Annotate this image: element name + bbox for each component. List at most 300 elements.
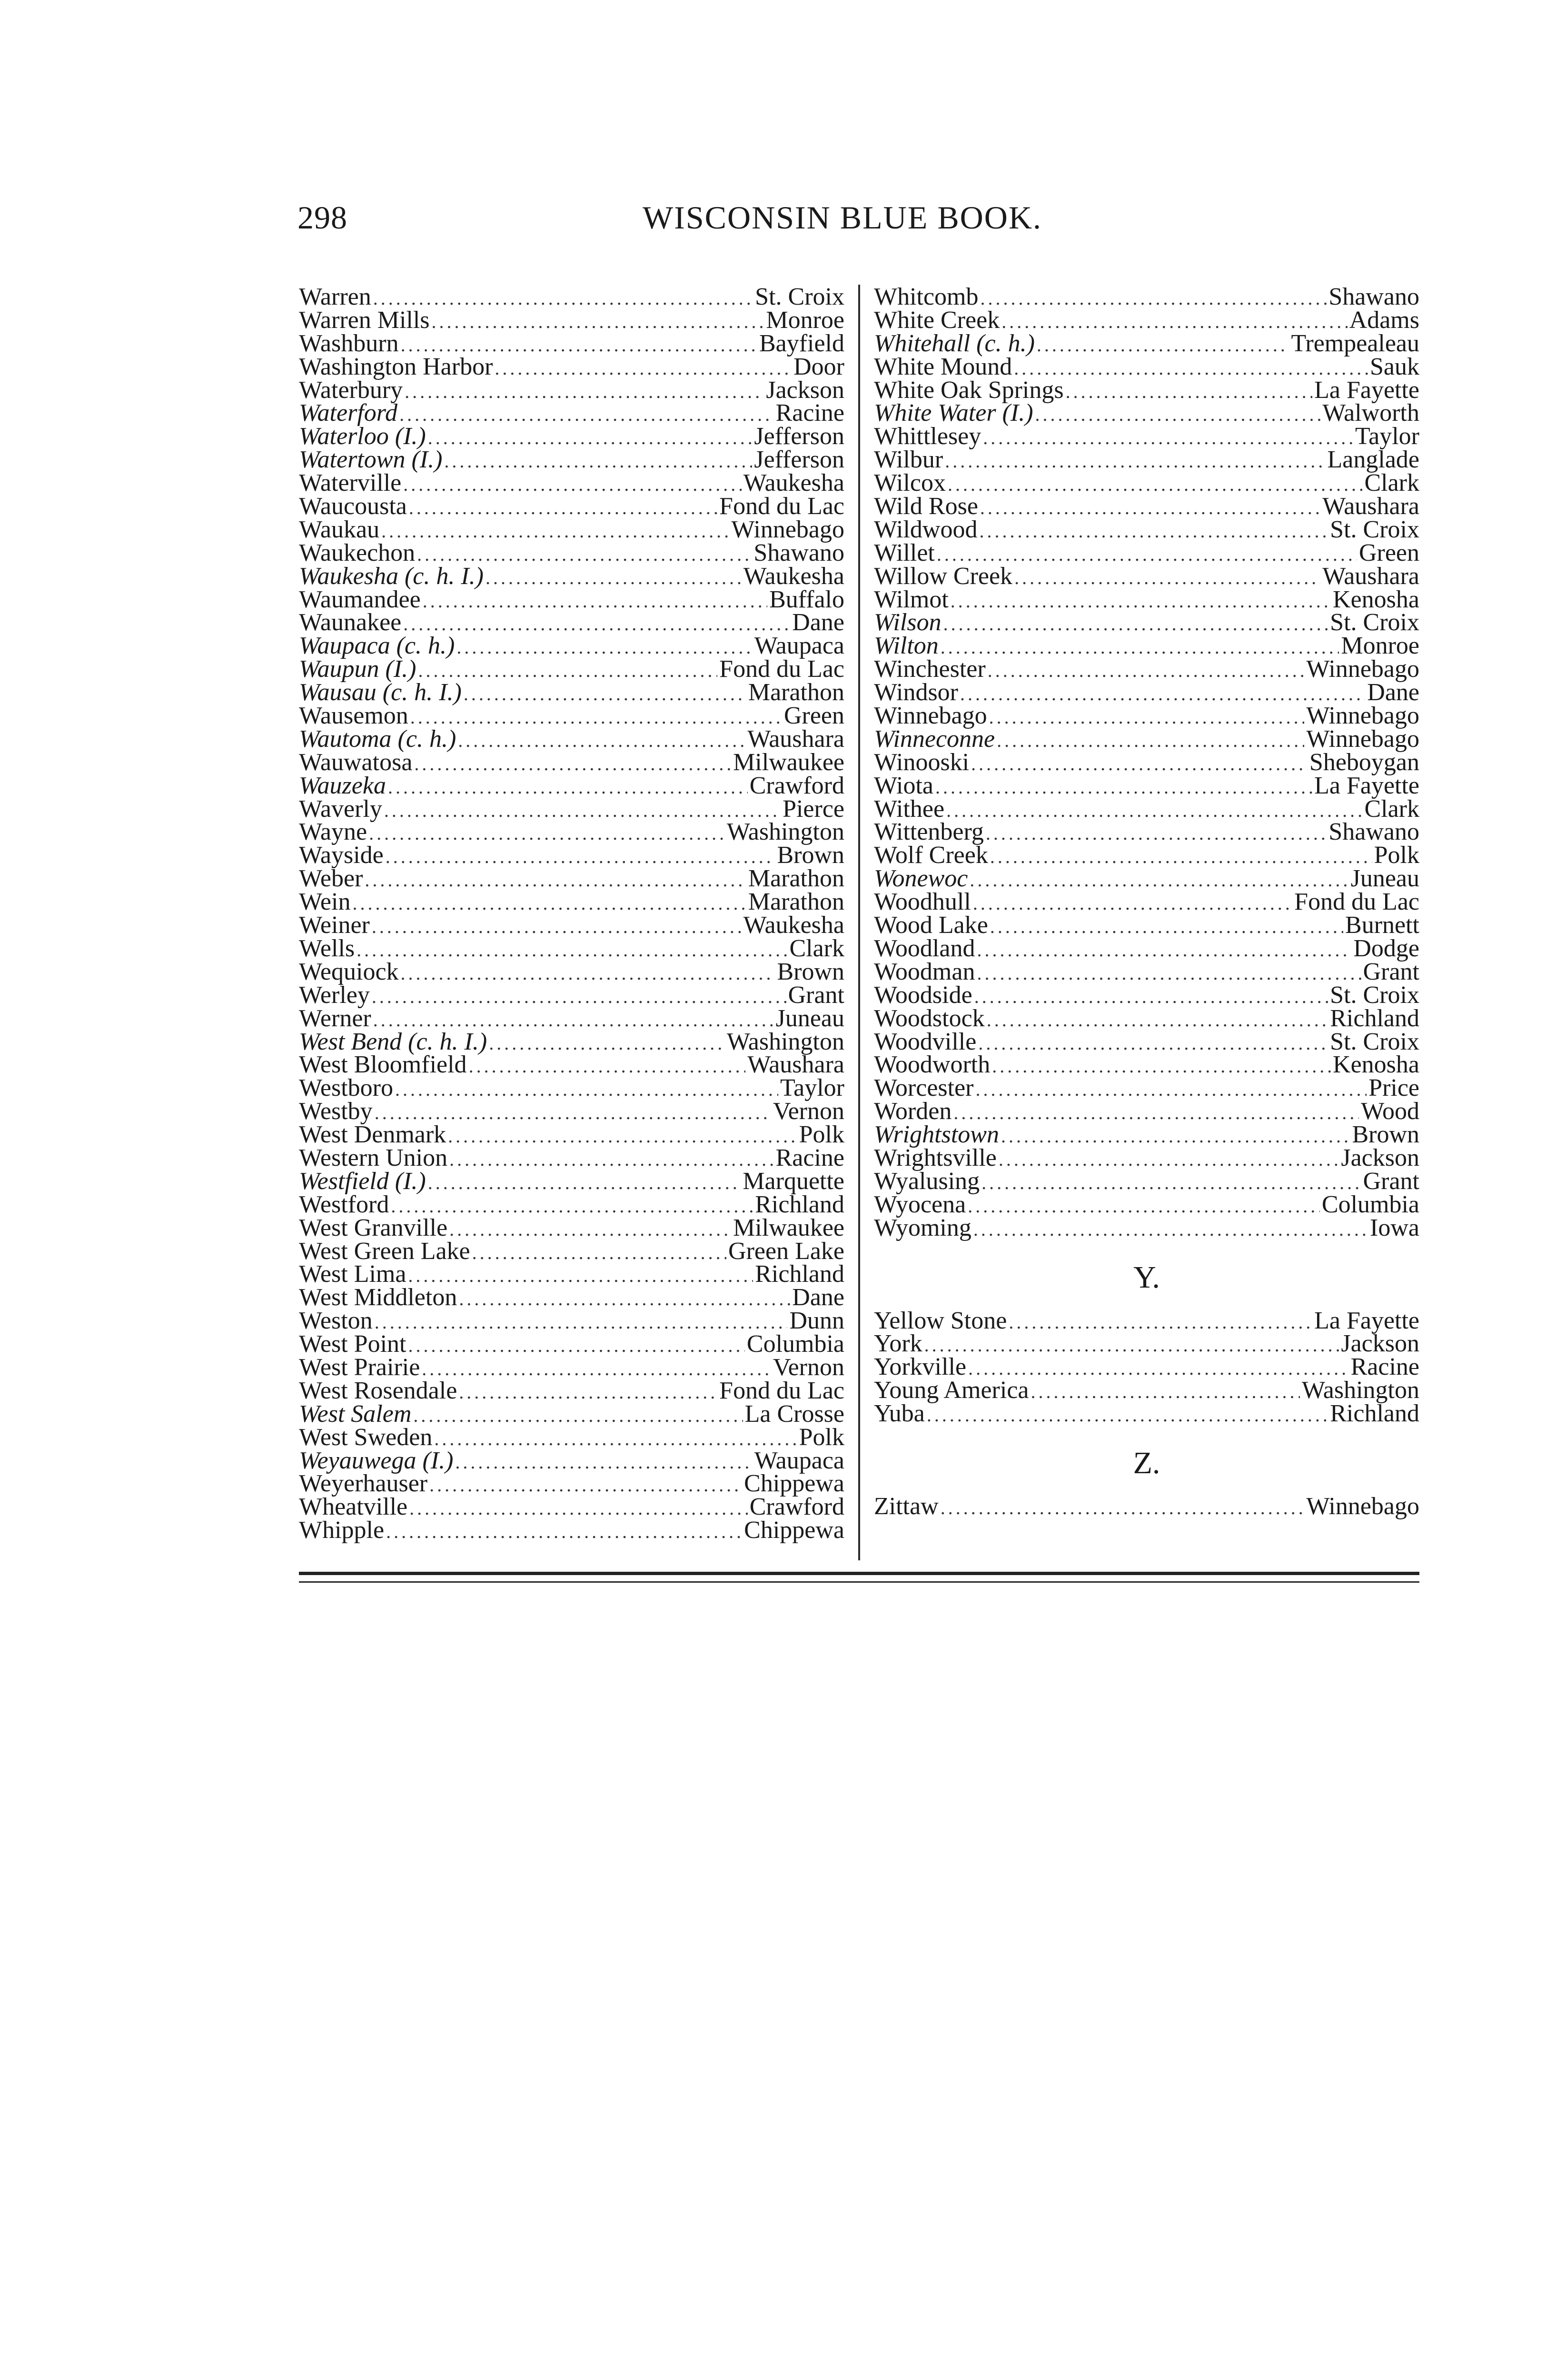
gazetteer-entry — [874, 704, 1419, 728]
place-name: White Mound — [874, 353, 1012, 380]
gazetteer-entry — [299, 934, 844, 962]
dot-leader — [975, 1078, 1367, 1101]
gazetteer-entry — [874, 795, 1419, 823]
county-name: Vernon — [773, 1353, 844, 1381]
dot-leader — [973, 1218, 1368, 1241]
county-name: Taylor — [1355, 423, 1419, 450]
dot-leader — [935, 776, 1312, 799]
dot-leader — [988, 659, 1305, 683]
gazetteer-entry — [299, 539, 844, 566]
dot-leader — [469, 1055, 746, 1078]
county-name: Winnebago — [1306, 725, 1419, 753]
dot-leader — [428, 426, 753, 450]
place-name: Wilton — [874, 632, 939, 660]
gazetteer-entry — [299, 469, 844, 497]
dot-leader — [365, 869, 746, 892]
place-name: Whitehall (c. h.) — [874, 329, 1035, 357]
place-name: Wittenberg — [874, 818, 984, 846]
place-name: Westfield (I.) — [299, 1167, 426, 1195]
gazetteer-entry — [874, 1214, 1419, 1241]
dot-leader — [472, 1241, 726, 1265]
place-name: Yorkville — [874, 1353, 967, 1381]
county-name: Jackson — [766, 376, 844, 404]
gazetteer-entry — [874, 562, 1419, 590]
place-name: Withee — [874, 795, 945, 823]
place-name: Wrightstown — [874, 1121, 999, 1149]
place-name: Worden — [874, 1098, 952, 1125]
county-name: Kenosha — [1333, 585, 1419, 613]
county-name: Clark — [1364, 469, 1419, 497]
gazetteer-entry — [874, 844, 1419, 867]
county-name: Winnebago — [1306, 655, 1419, 683]
place-name: Yuba — [874, 1400, 925, 1428]
dot-leader — [977, 939, 1351, 962]
gazetteer-entry — [299, 888, 844, 916]
place-name: Waterbury — [299, 376, 403, 404]
gazetteer-entry — [874, 469, 1419, 497]
county-name: Dane — [792, 1284, 844, 1311]
county-name: Winnebago — [1306, 1492, 1419, 1520]
dot-leader — [403, 613, 790, 636]
place-name: West Middleton — [299, 1284, 457, 1311]
place-name: Wolf Creek — [874, 842, 988, 869]
dot-leader — [978, 1032, 1328, 1055]
gazetteer-entry — [299, 1167, 844, 1195]
dot-leader — [945, 450, 1325, 473]
county-name: Grant — [1363, 958, 1419, 985]
dot-leader — [1031, 1380, 1299, 1404]
county-name: Clark — [1364, 795, 1419, 823]
gazetteer-entry — [299, 1379, 844, 1403]
county-name: St. Croix — [755, 283, 844, 310]
dot-leader — [399, 403, 774, 426]
place-name: Werley — [299, 981, 370, 1009]
place-name: Wautoma (c. h.) — [299, 725, 456, 753]
county-name: Clark — [789, 934, 844, 962]
place-name: West Bend (c. h. I.) — [299, 1028, 487, 1055]
gazetteer-entry — [874, 495, 1419, 518]
county-name: Trempealeau — [1291, 329, 1419, 357]
place-name: Wilmot — [874, 585, 949, 613]
gazetteer-entry — [299, 1123, 844, 1147]
gazetteer-entry — [874, 958, 1419, 985]
gazetteer-entry — [299, 1519, 844, 1542]
gazetteer-entry — [874, 934, 1419, 962]
gazetteer-entry — [874, 448, 1419, 472]
county-name: La Crosse — [744, 1400, 844, 1428]
gazetteer-entry — [874, 1028, 1419, 1055]
place-name: Winnebago — [874, 702, 987, 730]
dot-leader — [980, 496, 1320, 520]
place-name: Wonewoc — [874, 865, 968, 892]
county-name: Sheboygan — [1309, 748, 1419, 776]
place-name: Wood Lake — [874, 912, 988, 939]
section-z-entries — [874, 1492, 1419, 1520]
dot-leader — [395, 1078, 778, 1101]
dot-leader — [927, 1404, 1328, 1427]
dot-leader — [495, 357, 792, 380]
dot-leader — [449, 1148, 774, 1171]
gazetteer-entry — [299, 704, 844, 728]
dot-leader — [414, 753, 731, 776]
dot-leader — [418, 659, 718, 683]
place-name: York — [874, 1330, 922, 1358]
dot-leader — [953, 1101, 1359, 1125]
column-divider — [858, 285, 860, 1560]
place-name: Wyalusing — [874, 1167, 980, 1195]
place-name: Waumandee — [299, 585, 421, 613]
place-name: Winooski — [874, 748, 970, 776]
dot-leader — [386, 845, 775, 869]
place-name: Wayne — [299, 818, 367, 846]
gazetteer-entry — [299, 353, 844, 380]
county-name: Waukesha — [743, 912, 844, 939]
place-name: Werner — [299, 1004, 371, 1032]
gazetteer-entry — [299, 1493, 844, 1521]
gazetteer-entry — [874, 725, 1419, 753]
place-name: Wells — [299, 934, 355, 962]
place-name: Young America — [874, 1377, 1029, 1404]
gazetteer-entry — [874, 329, 1419, 357]
dot-leader — [999, 1148, 1339, 1171]
gazetteer-entry — [299, 1353, 844, 1381]
dot-leader — [458, 729, 745, 753]
dot-leader — [486, 566, 742, 590]
place-name: Wausemon — [299, 702, 408, 730]
dot-leader — [489, 1032, 725, 1055]
gazetteer-entry — [299, 283, 844, 310]
dot-leader — [977, 962, 1361, 985]
gazetteer-entry — [874, 1123, 1419, 1147]
place-name: Waupaca (c. h.) — [299, 632, 455, 660]
gazetteer-entry — [299, 1028, 844, 1055]
right-column — [874, 283, 1419, 1520]
gazetteer-entry — [299, 1330, 844, 1358]
county-name: Richland — [1330, 1004, 1419, 1032]
county-name: St. Croix — [1330, 516, 1419, 543]
gazetteer-entry — [299, 585, 844, 613]
dot-leader — [372, 985, 786, 1009]
dot-leader — [943, 613, 1328, 636]
dot-leader — [386, 1520, 742, 1544]
gazetteer-entry — [299, 914, 844, 937]
county-name: Waukesha — [743, 469, 844, 497]
county-name: Monroe — [1341, 632, 1419, 660]
county-name: Brown — [1352, 1121, 1419, 1149]
place-name: Wildwood — [874, 516, 978, 543]
place-name: Waterville — [299, 469, 402, 497]
place-name: Weyerhauser — [299, 1470, 428, 1497]
county-name: Racine — [775, 1144, 844, 1171]
place-name: West Rosendale — [299, 1377, 457, 1404]
dot-leader — [375, 1311, 788, 1334]
gazetteer-entry — [299, 867, 844, 891]
county-name: Richland — [1330, 1400, 1419, 1428]
dot-leader — [405, 380, 764, 404]
dot-leader — [381, 520, 729, 543]
dot-leader — [968, 1195, 1320, 1218]
dot-leader — [401, 962, 775, 985]
dot-leader — [974, 985, 1328, 1009]
place-name: Western Union — [299, 1144, 448, 1171]
county-name: Dodge — [1353, 934, 1419, 962]
dot-leader — [373, 287, 753, 310]
place-name: Waucousta — [299, 493, 407, 520]
dot-leader — [384, 799, 781, 823]
place-name: Warren Mills — [299, 306, 430, 334]
dot-leader — [971, 753, 1308, 776]
place-name: West Point — [299, 1330, 406, 1358]
dot-leader — [464, 683, 746, 706]
dot-leader — [455, 1451, 752, 1474]
dot-leader — [372, 915, 742, 939]
gazetteer-entry — [299, 376, 844, 404]
county-name: Grant — [1363, 1167, 1419, 1195]
county-name: Marquette — [743, 1167, 844, 1195]
county-name: Racine — [775, 399, 844, 427]
dot-leader — [413, 1404, 743, 1428]
place-name: Wein — [299, 888, 351, 916]
county-name: Shawano — [1328, 818, 1419, 846]
county-name: Richland — [755, 1190, 844, 1218]
place-name: Wayside — [299, 842, 384, 869]
county-name: Columbia — [1321, 1190, 1419, 1218]
gazetteer-entry — [874, 774, 1419, 798]
dot-leader — [1009, 1311, 1312, 1334]
dot-leader — [422, 1358, 771, 1381]
county-name: Waushara — [747, 1051, 844, 1079]
county-name: Burnett — [1345, 912, 1419, 939]
county-name: Jackson — [1341, 1144, 1419, 1171]
place-name: Wrightsville — [874, 1144, 997, 1171]
county-name: St. Croix — [1330, 609, 1419, 636]
place-name: White Creek — [874, 306, 1000, 334]
left-column — [299, 283, 844, 1544]
gazetteer-entry — [874, 632, 1419, 660]
gazetteer-entry — [874, 981, 1419, 1009]
county-name: Marathon — [748, 865, 844, 892]
county-name: Fond du Lac — [1294, 888, 1419, 916]
bottom-rule-thin — [299, 1581, 1419, 1583]
place-name: Winchester — [874, 655, 986, 683]
gazetteer-entry — [299, 518, 844, 542]
gazetteer-entry — [874, 1074, 1419, 1102]
gazetteer-entry — [299, 1286, 844, 1309]
county-name: Bayfield — [759, 329, 844, 357]
gazetteer-entry — [299, 1309, 844, 1333]
place-name: Waukechon — [299, 539, 416, 566]
place-name: West Lima — [299, 1260, 406, 1288]
county-name: Waushara — [747, 725, 844, 753]
county-name: Washington — [726, 1028, 844, 1055]
dot-leader — [981, 1171, 1361, 1195]
dot-leader — [946, 799, 1362, 823]
county-name: Waupaca — [754, 632, 844, 660]
gazetteer-entry — [299, 844, 844, 867]
place-name: Westboro — [299, 1074, 393, 1102]
gazetteer-entry — [874, 1492, 1419, 1520]
place-name: West Bloomfield — [299, 1051, 467, 1079]
dot-leader — [948, 473, 1362, 496]
dot-leader — [983, 426, 1353, 450]
place-name: Waunakee — [299, 609, 402, 636]
gazetteer-entry — [874, 1167, 1419, 1195]
dot-leader — [992, 1055, 1331, 1078]
place-name: Weyauwega (I.) — [299, 1447, 454, 1474]
gazetteer-entry — [874, 1053, 1419, 1077]
gazetteer-entry — [874, 655, 1419, 683]
county-name: Juneau — [1350, 865, 1419, 892]
county-name: Fond du Lac — [719, 1377, 844, 1404]
county-name: Milwaukee — [733, 748, 844, 776]
gazetteer-entry — [299, 818, 844, 846]
gazetteer-entry — [874, 399, 1419, 427]
county-name: Brown — [777, 958, 844, 985]
place-name: Wilbur — [874, 446, 943, 474]
county-name: Jefferson — [754, 423, 844, 450]
place-name: Weber — [299, 865, 363, 892]
dot-leader — [973, 892, 1292, 915]
gazetteer-entry — [874, 518, 1419, 542]
gazetteer-entry — [299, 725, 844, 753]
county-name: Waushara — [1322, 562, 1419, 590]
place-name: Washburn — [299, 329, 399, 357]
place-name: Westby — [299, 1098, 373, 1125]
dot-leader — [409, 1497, 748, 1520]
gazetteer-entry — [299, 748, 844, 776]
county-name: La Fayette — [1314, 1307, 1419, 1334]
place-name: Woodhull — [874, 888, 971, 916]
gazetteer-entry — [874, 1100, 1419, 1123]
dot-leader — [429, 1474, 742, 1497]
gazetteer-entry — [299, 1472, 844, 1496]
place-name: Wequiock — [299, 958, 399, 985]
gazetteer-entry — [874, 1309, 1419, 1333]
gazetteer-entry — [299, 562, 844, 590]
county-name: Crawford — [749, 1493, 844, 1521]
dot-leader — [456, 636, 752, 659]
county-name: Jefferson — [754, 446, 844, 474]
dot-leader — [941, 1497, 1305, 1520]
county-name: Monroe — [766, 306, 844, 334]
place-name: Waukesha (c. h. I.) — [299, 562, 484, 590]
place-name: Weston — [299, 1307, 373, 1335]
dot-leader — [408, 1264, 753, 1288]
place-name: Woodstock — [874, 1004, 985, 1032]
county-name: Jackson — [1341, 1330, 1419, 1358]
section-letter-z: Z. — [1133, 1445, 1160, 1480]
place-name: Wauwatosa — [299, 748, 413, 776]
county-name: Grant — [788, 981, 844, 1009]
gazetteer-entry — [874, 611, 1419, 635]
dot-leader — [989, 706, 1305, 729]
county-name: Brown — [777, 842, 844, 869]
county-name: Marathon — [748, 679, 844, 706]
section-y-entries — [874, 1309, 1419, 1426]
place-name: Woodworth — [874, 1051, 991, 1079]
dot-leader — [423, 590, 767, 613]
gazetteer-entry — [874, 914, 1419, 937]
county-name: Juneau — [775, 1004, 844, 1032]
county-name: Crawford — [749, 772, 844, 799]
county-name: Shawano — [753, 539, 844, 566]
place-name: Waukau — [299, 516, 380, 543]
dot-leader — [990, 915, 1343, 939]
place-name: West Green Lake — [299, 1237, 470, 1265]
place-name: Woodville — [874, 1028, 977, 1055]
gazetteer-entry — [874, 1353, 1419, 1381]
gazetteer-entry — [299, 1237, 844, 1265]
place-name: Waterloo (I.) — [299, 423, 426, 450]
county-name: Chippewa — [744, 1470, 844, 1497]
county-name: Richland — [755, 1260, 844, 1288]
county-name: Marathon — [748, 888, 844, 916]
place-name: Whipple — [299, 1517, 385, 1544]
gazetteer-entry — [874, 1144, 1419, 1171]
place-name: Wyoming — [874, 1214, 971, 1241]
gazetteer-entry — [299, 1144, 844, 1171]
gazetteer-entry — [299, 981, 844, 1009]
place-name: Wausau (c. h. I.) — [299, 679, 462, 706]
dot-leader — [448, 1125, 797, 1148]
county-name: Pierce — [783, 795, 844, 823]
gazetteer-entry — [874, 1004, 1419, 1032]
place-name: West Granville — [299, 1214, 448, 1241]
place-name: Weiner — [299, 912, 370, 939]
place-name: Woodside — [874, 981, 972, 1009]
place-name: Willet — [874, 539, 935, 566]
county-name: Dane — [792, 609, 844, 636]
dot-leader — [979, 520, 1328, 543]
gazetteer-entry — [299, 774, 844, 798]
place-name: Willow Creek — [874, 562, 1013, 590]
county-name: Green — [1358, 539, 1419, 566]
gazetteer-entry — [299, 1053, 844, 1077]
dot-leader — [941, 636, 1339, 659]
place-name: West Denmark — [299, 1121, 446, 1149]
dot-leader — [409, 496, 717, 520]
place-name: Wiota — [874, 772, 933, 799]
dot-leader — [1035, 403, 1321, 426]
county-name: Winnebago — [731, 516, 844, 543]
place-name: Woodman — [874, 958, 975, 985]
place-name: West Salem — [299, 1400, 412, 1428]
county-name: Shawano — [1328, 283, 1419, 310]
county-name: Price — [1368, 1074, 1419, 1102]
county-name: Dunn — [789, 1307, 844, 1335]
dot-leader — [444, 450, 752, 473]
gazetteer-entry — [299, 425, 844, 448]
place-name: Waverly — [299, 795, 382, 823]
gazetteer-entry — [874, 1379, 1419, 1402]
gazetteer-entry — [299, 1214, 844, 1241]
section-letter-y: Y. — [1133, 1259, 1160, 1295]
dot-leader — [434, 1428, 797, 1451]
dot-leader — [997, 729, 1304, 753]
gazetteer-entry — [299, 1449, 844, 1473]
gazetteer-entry — [299, 611, 844, 635]
place-name: Waterford — [299, 399, 398, 427]
place-name: Waupun (I.) — [299, 655, 416, 683]
county-name: Kenosha — [1333, 1051, 1419, 1079]
county-name: Polk — [799, 1423, 844, 1451]
dot-leader — [369, 822, 725, 845]
dot-leader — [1037, 334, 1289, 357]
dot-leader — [1014, 566, 1320, 590]
gazetteer-entry — [299, 306, 844, 334]
county-name: Taylor — [780, 1074, 844, 1102]
place-name: Wheatville — [299, 1493, 408, 1521]
